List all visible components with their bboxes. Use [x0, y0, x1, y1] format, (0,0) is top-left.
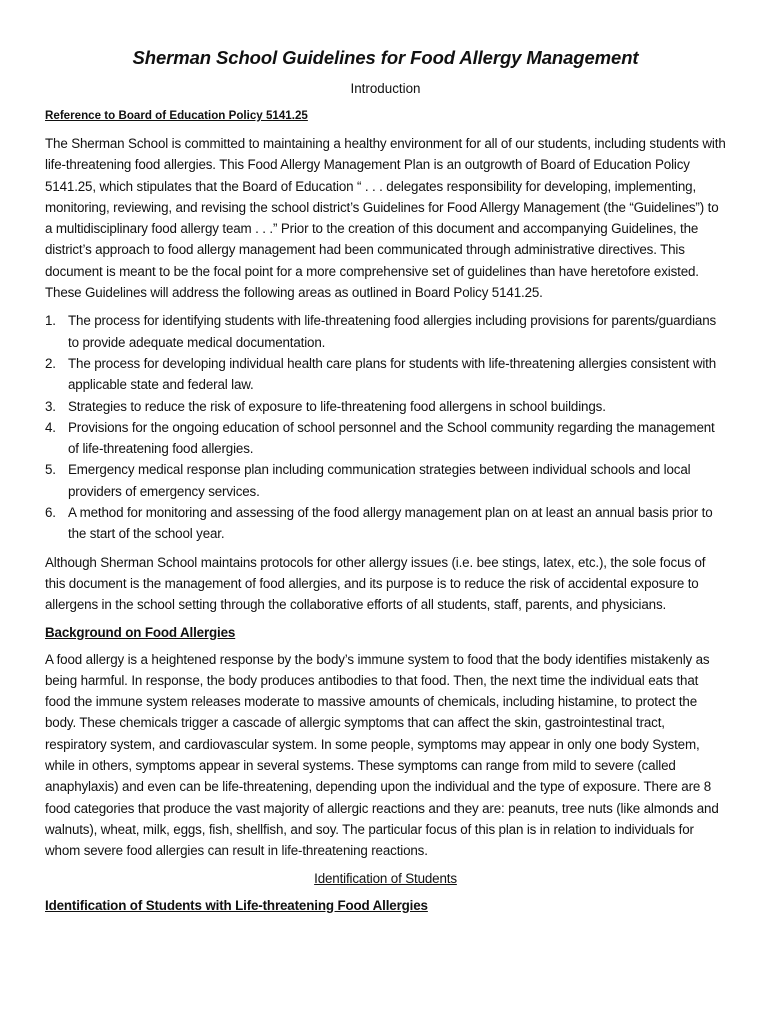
- list-item: [45, 417, 726, 460]
- list-item-text: Emergency medical response plan including communication strategies between individual schools and local providers of emergency services.: [68, 462, 691, 499]
- focus-paragraph: Although Sherman School maintains protocols for other allergy issues (i.e. bee stings, latex, etc.), the sole focus of this document is the management of food allergies, and its purpose is to reduce the risk of accidental exposure to allergens in the school setting through the collaborative efforts of all students, staff, parents, and physicians.: [45, 554, 706, 613]
- requirements-list: [45, 310, 726, 544]
- list-item-text: Strategies to reduce the risk of exposure to life-threatening food allergens in school buildings.: [68, 398, 606, 414]
- list-item-number: 6.: [45, 505, 56, 521]
- list-item-number: 5.: [45, 462, 56, 478]
- reference-heading: Reference to Board of Education Policy 5141.25: [45, 109, 308, 122]
- list-item-number: 2.: [45, 355, 56, 371]
- intro-paragraph: The Sherman School is committed to maintaining a healthy environment for all of our students, including students with life-threatening food allergies. This Food Allergy Management Plan is an outgrowth of Board of Education Policy 5141.25, which stipulates that the Board of Education “ . . . delegates responsibility for developing, implementing, monitoring, reviewing, and revising the school district’s Guidelines for Food Allergy Management (the “Guidelines”) to a multidisciplinary food allergy team . . .” Prior to the creation of this document and accompanying Guidelines, the district’s approach to food allergy management had been communicated through administrative directives. This document is meant to be the focal point for a more comprehensive set of guidelines than have heretofore existed. These Guidelines will address the following areas as outlined in Board Policy 5141.25.: [45, 136, 726, 301]
- background-paragraph: A food allergy is a heightened response by the body’s immune system to food that the body identifies mistakenly as being harmful. In response, the body produces antibodies to that food. Then, the next time the individual eats that food the immune system releases moderate to massive amounts of chemicals, including histamine, to protect the body. These chemicals trigger a cascade of allergic symptoms that can affect the skin, gastrointestinal tract, respiratory system, and cardiovascular system. In some people, symptoms may appear in only one body System, while in others, symptoms appear in several systems. These symptoms can range from mild to severe (called anaphylaxis) and even can be life-threatening, depending upon the individual and the type of exposure. There are 8 food categories that produce the vast majority of allergic reactions and they are: peanuts, tree nuts (like almonds and walnuts), wheat, milk, eggs, fish, shellfish, and soy. The particular focus of this plan is in relation to individuals for whom severe food allergies can result in life-threatening reactions.: [45, 651, 719, 859]
- list-item-text: A method for monitoring and assessing of the food allergy management plan on at least an annual basis prior to the start of the school year.: [68, 505, 713, 542]
- list-item-text: The process for developing individual health care plans for students with life-threatening allergies consistent with applicable state and federal law.: [68, 355, 717, 393]
- list-item: [45, 396, 726, 417]
- background-heading: Background on Food Allergies: [45, 624, 236, 640]
- document-subtitle: Introduction: [350, 81, 421, 96]
- list-item: [45, 502, 726, 545]
- identification-section-title: Identification of Students: [314, 870, 457, 886]
- document-title: Sherman School Guidelines for Food Allergy Management: [132, 47, 639, 68]
- list-item-text: Provisions for the ongoing education of school personnel and the School community regarding the management of life-threatening food allergies.: [68, 419, 715, 457]
- list-item-number: 3.: [45, 398, 56, 414]
- list-item: [45, 310, 726, 353]
- list-item-number: 4.: [45, 419, 56, 435]
- identification-heading: Identification of Students with Life-threatening Food Allergies: [45, 897, 428, 913]
- list-item-text: The process for identifying students with life-threatening food allergies including provisions for parents/guardians to provide adequate medical documentation.: [68, 313, 717, 350]
- list-item: [45, 459, 726, 502]
- list-item: [45, 353, 726, 396]
- list-item-number: 1.: [45, 313, 56, 329]
